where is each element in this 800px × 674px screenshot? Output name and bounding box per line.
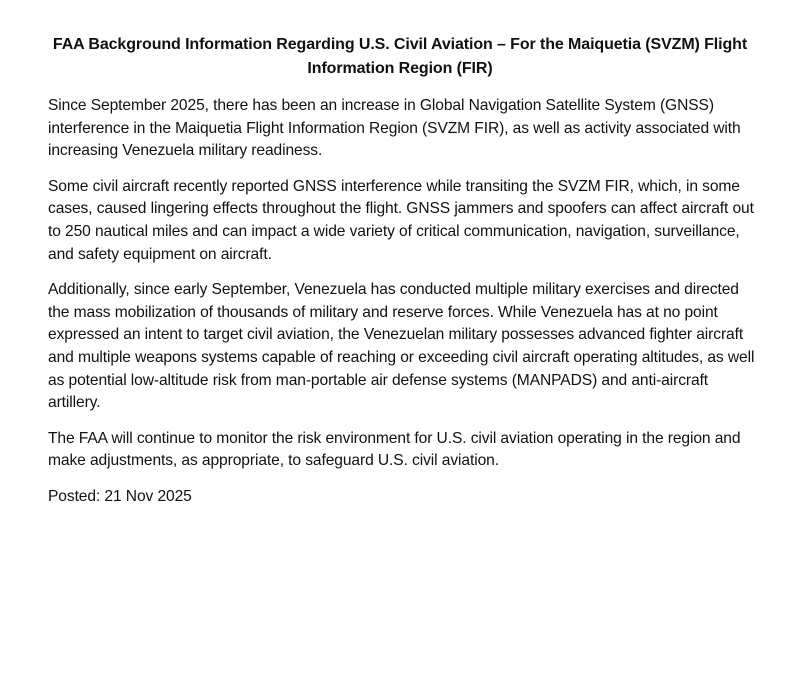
paragraph-gnss-increase: Since September 2025, there has been an increase in Global Navigation Satellite System (GNSS) interference in the Maiquetia Flight Information Region (SVZM FIR), as well as activity associated with increasing Venezuela military readiness.: [48, 97, 741, 160]
document-title: FAA Background Information Regarding U.S. Civil Aviation – For the Maiquetia (SVZM) Flight Information Region (FIR): [52, 36, 748, 77]
posted-date: Posted: 21 Nov 2025: [48, 487, 192, 505]
paragraph-gnss-interference: Some civil aircraft recently reported GNSS interference while transiting the SVZM FIR, which, in some cases, caused lingering effects throughout the flight. GNSS jammers and spoofers can affect aircraft out to 250 nautical miles and can impact a wide variety of critical communication, navigation, surveillance, and safety equipment on aircraft.: [48, 177, 754, 263]
paragraph-military-exercises: Additionally, since early September, Venezuela has conducted multiple military exercises and directed the mass mobilization of thousands of military and reserve forces. While Venezuela has at no point expressed an intent to target civil aviation, the Venezuelan military possesses advanced fighter aircraft and multiple weapons systems capable of reaching or exceeding civil aircraft operating altitudes, as well as potential low-altitude risk from man-portable air defense systems (MANPADS) and anti-aircraft artillery.: [48, 281, 755, 412]
document-body: [48, 95, 763, 522]
paragraph-faa-monitoring: The FAA will continue to monitor the risk environment for U.S. civil aviation operating in the region and make adjustments, as appropriate, to safeguard U.S. civil aviation.: [48, 429, 741, 470]
